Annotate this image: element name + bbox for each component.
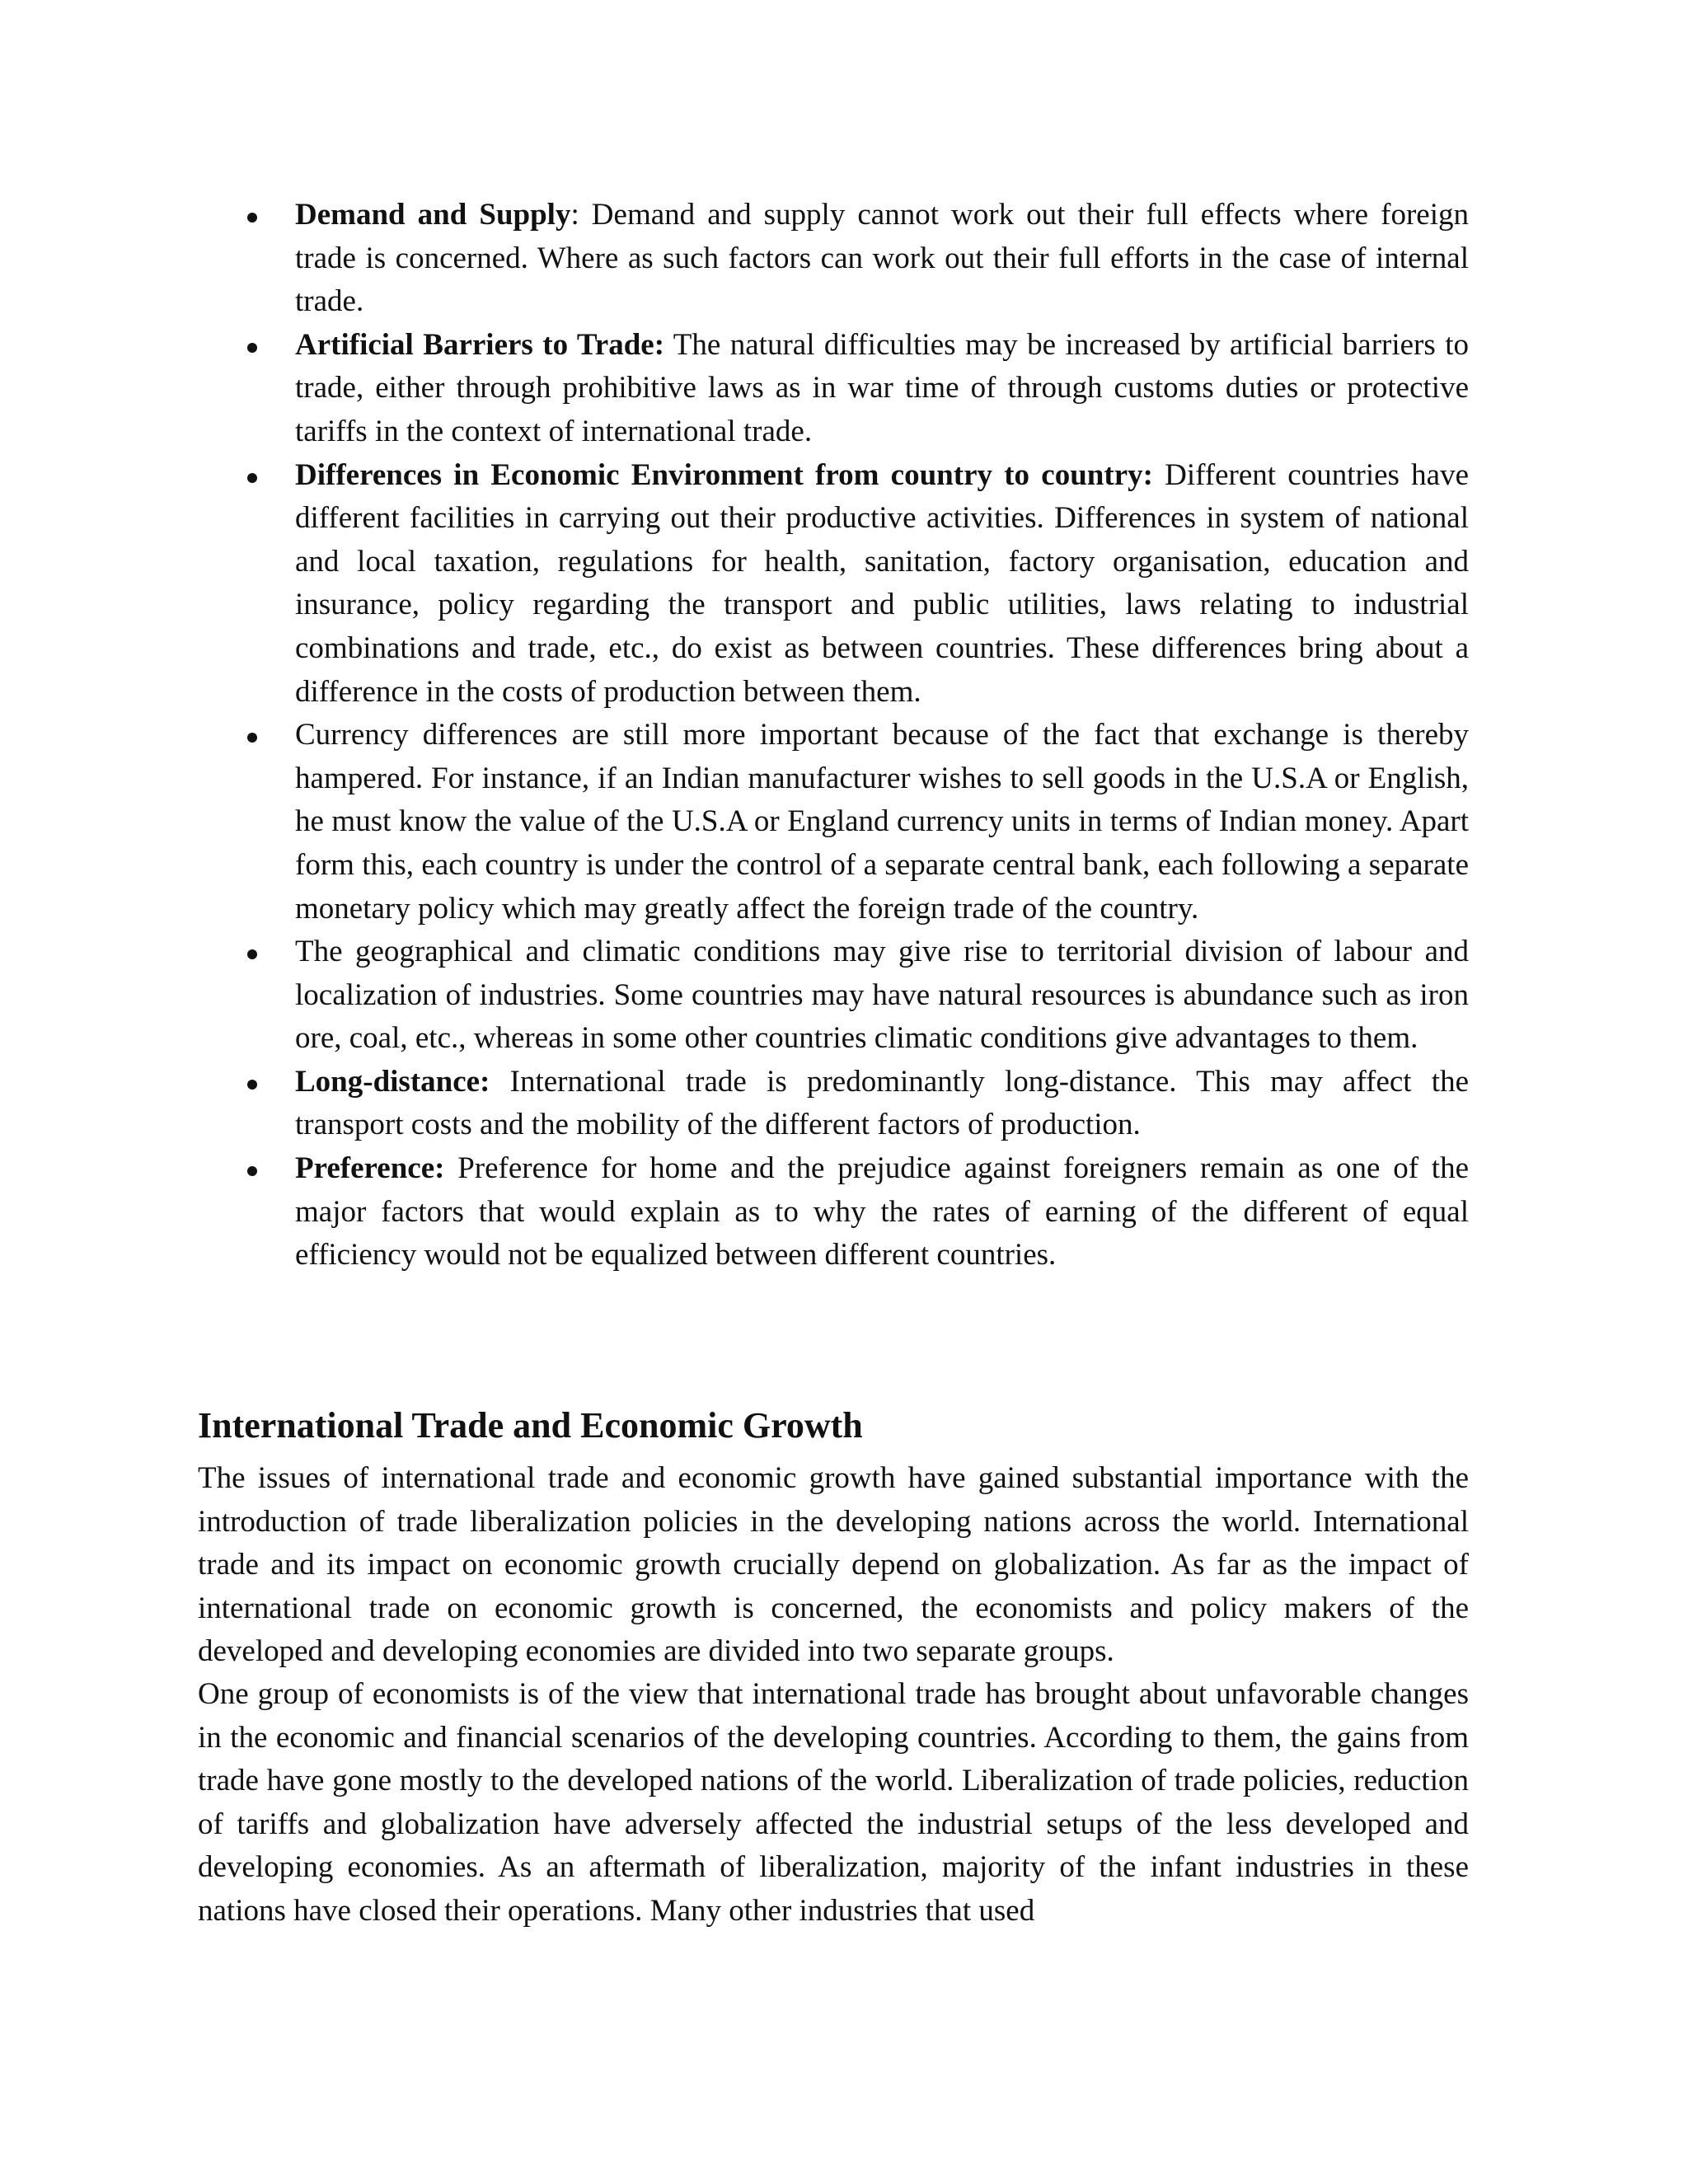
- bullet-separator: [664, 328, 673, 362]
- bullet-term: Differences in Economic Environment from country to country:: [295, 457, 1153, 492]
- bullet-separator: :: [570, 198, 592, 232]
- bullet-text: Currency differences are still more important because of the fact that exchange is thereby hampered. For instance, if an Indian manufacturer wishes to sell goods in the U.S.A or English, he must know the value of the U.S.A or England currency units in terms of Indian money. Apart form this, each country is under the control of a separate central bank, each following a separate monetary policy which may greatly affect the foreign trade of the country.: [295, 718, 1469, 926]
- list-item: [198, 714, 1469, 930]
- bullet-term: Preference:: [295, 1151, 445, 1186]
- bullet-term: Artificial Barriers to Trade:: [295, 327, 665, 362]
- bullet-separator: [490, 1065, 509, 1099]
- section-heading: International Trade and Economic Growth: [198, 1405, 863, 1446]
- list-item: [198, 194, 1469, 324]
- bullet-term: Demand and Supply: [295, 198, 571, 232]
- bullet-text: The natural difficulties may be increased by artificial barriers to trade, either through prohibitive laws as in war time of through customs duties or protective tariffs in the context of international trade.: [295, 327, 1469, 448]
- bullet-separator: [1153, 458, 1165, 492]
- bullet-term: Long-distance:: [295, 1064, 490, 1099]
- list-item: [198, 454, 1469, 715]
- bullet-text: The geographical and climatic conditions may give rise to territorial division of labour and localization of industries. Some countries may have natural resources is abundance such as iron ore, coal, etc., whereas in some other countries climatic conditions give advantages to them.: [295, 935, 1469, 1056]
- body-paragraph: One group of economists is of the view that international trade has brought about unfavorable changes in the economic and financial scenarios of the developing countries. According to them, the gains from trade have gone mostly to the developed nations of the world. Liberalization of trade policies, reduction of tariffs and globalization have adversely affected the industrial setups of the less developed and developing economies. As an aftermath of liberalization, majority of the infant industries in these nations have closed their operations. Many other industries that used: [198, 1677, 1469, 1928]
- bullet-text: Demand and supply cannot work out their full effects where foreign trade is concerned. Where as such factors can work out their full efforts in the case of internal trade.: [295, 198, 1469, 319]
- bullet-icon: [247, 343, 257, 353]
- list-item: [198, 1147, 1469, 1277]
- bullet-icon: [247, 473, 257, 483]
- bullet-separator: [444, 1151, 457, 1185]
- bullet-text: International trade is predominantly long-distance. This may affect the transport costs and the mobility of the different factors of production.: [295, 1064, 1469, 1142]
- bullet-icon: [247, 733, 257, 743]
- list-item: [198, 324, 1469, 454]
- list-item: [198, 1061, 1469, 1147]
- bullet-icon: [247, 213, 257, 223]
- bullet-list: [198, 194, 1469, 1277]
- body-paragraph: The issues of international trade and economic growth have gained substantial importance with the introduction of trade liberalization policies in the developing nations across the world. International trade and its impact on economic growth crucially depend on globalization. As far as the impact of international trade on economic growth is concerned, the economists and policy makers of the developed and developing economies are divided into two separate groups.: [198, 1461, 1469, 1669]
- bullet-icon: [247, 949, 257, 959]
- list-item: [198, 930, 1469, 1061]
- bullet-icon: [247, 1166, 257, 1176]
- bullet-text: Preference for home and the prejudice against foreigners remain as one of the major factors that would explain as to why the rates of earning of the different of equal efficiency would not be equalized between different countries.: [295, 1151, 1470, 1272]
- bullet-icon: [247, 1080, 257, 1090]
- bullet-text: Different countries have different facilities in carrying out their productive activities. Differences in system of national and local taxation, regulations for health, sanitation, factory organisation, education and insurance, policy regarding the transport and public utilities, laws relating to industrial combinations and trade, etc., do exist as between countries. These differences bring about a difference in the costs of production between them.: [295, 457, 1470, 709]
